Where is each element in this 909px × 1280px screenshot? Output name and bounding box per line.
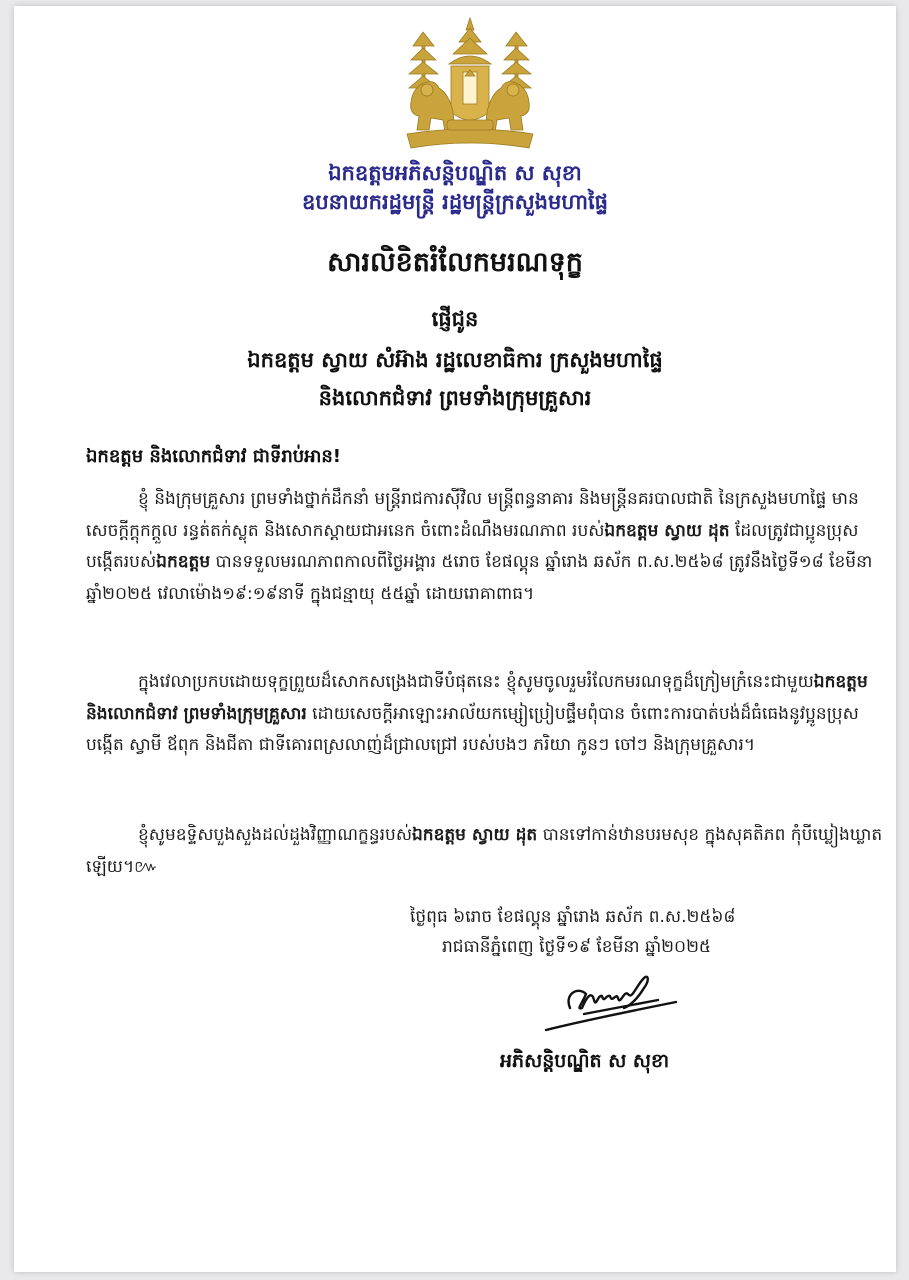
paragraph-bold-text: ឯកឧត្តម ស្វាយ ដុត <box>412 825 538 845</box>
paragraph-bold-text: ឯកឧត្តម <box>156 552 211 572</box>
royal-arms-emblem-icon <box>399 16 541 154</box>
recipient-line-2: និងលោកជំទាវ ព្រមទាំងក្រុមគ្រួសារ <box>318 386 592 410</box>
date-solar: រាជធានីភ្នំពេញ ថ្ងៃទី១៩ ខែមីនា ឆ្នាំ២០២៥ <box>442 937 711 957</box>
body-paragraph-1 <box>86 484 886 610</box>
paragraph-text: បានទទួលមរណភាពកាលពីថ្ងៃអង្គារ ៥រោច ខែផល្គុន ឆ្នាំរោង ឆស័ក ព.ស.២៥៦៨ ត្រូវនឹងថ្ងៃទី១៨ ខែមីនា ឆ្នាំ២០២៥ វេលាម៉ោង១៩:១៩នាទី ក្នុងជន្មាយុ ៥៥ឆ្នាំ ដោយរោគាពាធ។ <box>86 552 873 604</box>
paragraph-text: ដោយសេចក្តីអាឡោះអាល័យកម្សៀប្រៀបផ្ទឹមពុំបាន ចំពោះការបាត់បង់ដ៏ធំធេងនូវប្អូនប្រុសបង្កើត ស្វាមី ឪពុក និងជីតា ជាទីគោរពស្រលាញ់ដ៏ជ្រាលជ្រៅ របស់បងៗ ភរិយា កូនៗ ចៅៗ និងក្រុមគ្រួសារ។ <box>86 703 859 755</box>
body-paragraph-3 <box>86 820 886 883</box>
recipient-line-1: ឯកឧត្តម ស្វាយ សំអ៊ាង រដ្ឋលេខាធិការ ក្រសួងមហាផ្ទៃ <box>247 348 663 372</box>
paragraph-bold-text: ឯកឧត្តម ស្វាយ ដុត <box>604 520 730 541</box>
handwritten-signature-icon <box>526 964 686 1036</box>
paragraph-bold-text: ឯកឧត្តម និងលោកជំទាវ ព្រមទាំងក្រុមគ្រួសារ <box>86 672 868 724</box>
paragraph-text: បានទៅកាន់ឋានបរមសុខ ក្នុងសុគតិភព កុំបីឃ្លៀងឃ្លាតឡើយ។៚ <box>86 825 883 877</box>
salutation: ឯកឧត្តម និងលោកជំទាវ ជាទីរាប់អាន! <box>86 446 341 467</box>
letter-page <box>14 6 896 1272</box>
to-label: ផ្ញើជូន <box>431 307 479 331</box>
official-position-header: ឧបនាយករដ្ឋមន្ត្រី រដ្ឋមន្ត្រីក្រសួងមហាផ្ទៃ <box>301 190 608 214</box>
letter-title: សារលិខិតរំលែកមរណទុក្ខ <box>327 247 583 278</box>
paragraph-text: ខ្ញុំសូមឧទ្ទិសបួងសួងដល់ដួងវិញ្ញាណក្ខន្ធរបស់ <box>138 825 413 845</box>
paragraph-text: ដែលត្រូវជាប្អូនប្រុសបង្កើតរបស់ <box>86 520 859 572</box>
date-lunar: ថ្ងៃពុធ ៦រោច ខែផល្គុន ឆ្នាំរោង ឆស័ក ព.ស.២៥៦៨ <box>410 907 736 927</box>
paragraph-text: ខ្ញុំ និងក្រុមគ្រួសារ ព្រមទាំងថ្នាក់ដឹកនាំ មន្ត្រីរាជការស៊ីវិល មន្ត្រីពន្ធនាគារ និងមន្ត្រីនគរបាលជាតិ នៃក្រសួងមហាផ្ទៃ មានសេចក្តីក្តុកក្តួល រន្ធត់តក់ស្លុត និងសោកស្តាយជាអនេក ចំពោះដំណឹងមរណភាព របស់ <box>86 489 859 541</box>
body-paragraph-2 <box>86 667 886 762</box>
official-name-header: ឯកឧត្តមអភិសន្តិបណ្ឌិត ស សុខា <box>328 161 582 185</box>
signer-name: អភិសន្តិបណ្ឌិត ស សុខា <box>500 1050 670 1072</box>
paragraph-text: ក្នុងវេលាប្រកបដោយទុក្ខព្រួយដ៏សោកសង្រេងជាទីបំផុតនេះ ខ្ញុំសូមចូលរួមរំលែកមរណទុក្ខដ៏ក្រៀមក្រំនេះជាមួយ <box>138 672 814 692</box>
